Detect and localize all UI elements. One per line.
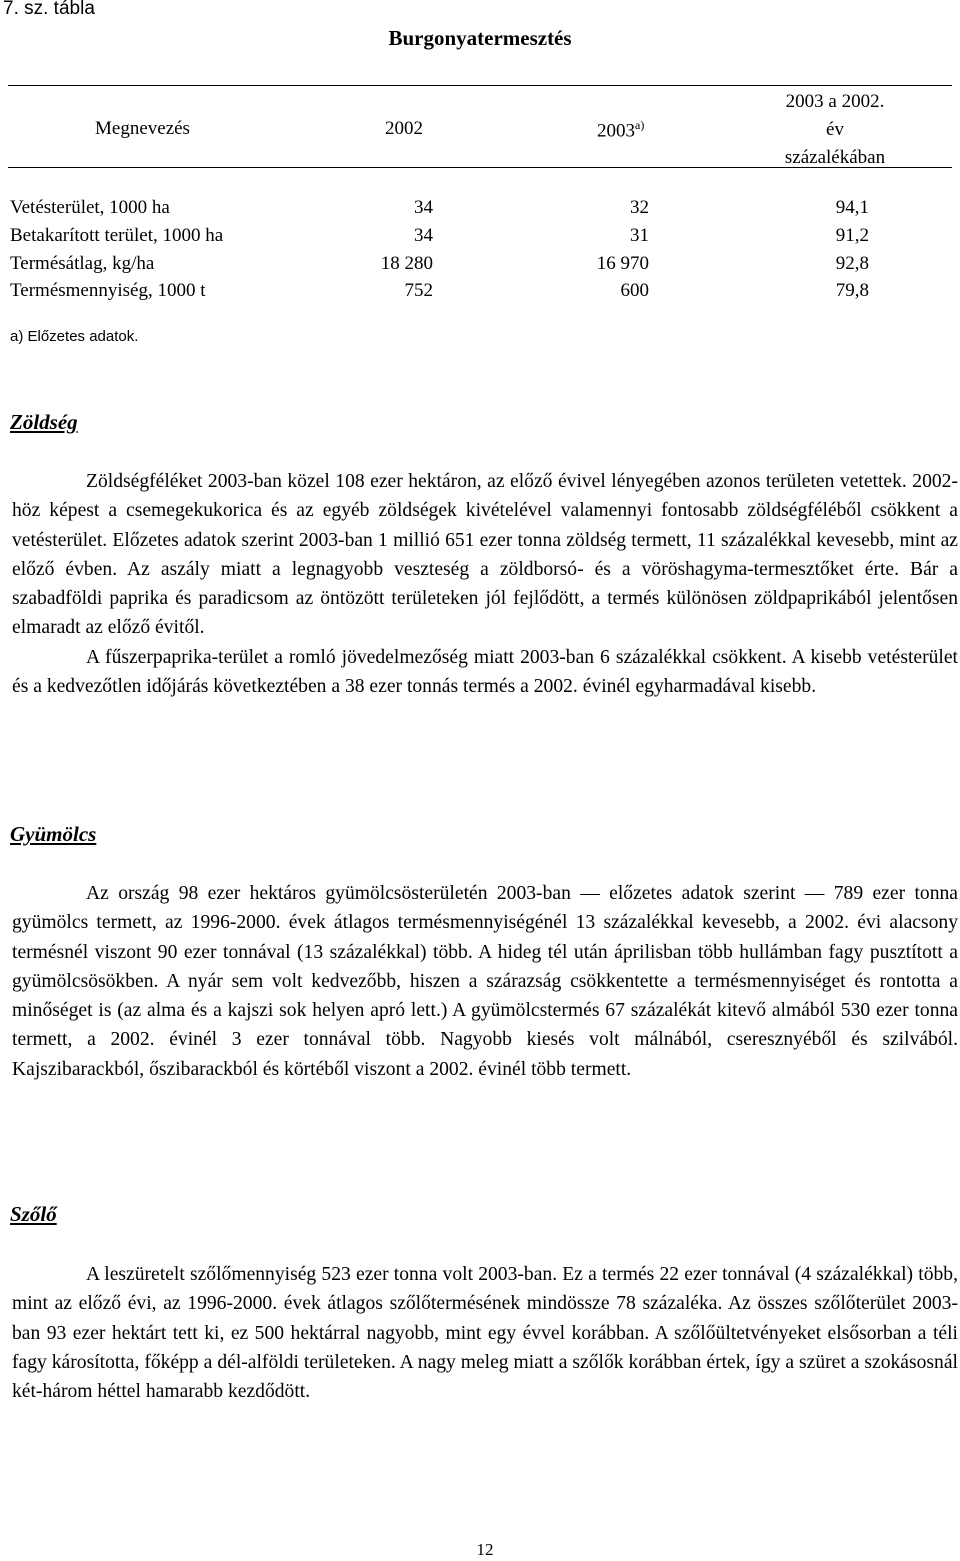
header-ratio-line3: százalékában [784,147,886,168]
header-ratio-line2: év [826,119,844,140]
row-4-2003: 600 [620,280,649,301]
table-top-rule [8,85,952,86]
row-2-name: Betakarított terület, 1000 ha [10,225,224,246]
paragraph: A leszüretelt szőlőmennyiség 523 ezer tonna volt 2003-ban. Ez a termés 22 ezer tonnával (4 százalékkal) több, mint az előző évi, az 1996-2000. évek átlagos szőlőtermésének mindössze 78 százaléka. Az összes szőlőterület 2003-ban 93 ezer hektárt tett ki, ez 500 hektárral nagyobb, mint egy évvel korábban. A szőlőültetvényeket elsősorban a téli fagy károsította, főképp a dél-alföldi területeken. A nagy meleg miatt a szőlők korábban értek, így a szüret a szokásosnál két-három héttel hamarabb kezdődött. [12,1264,958,1403]
row-3-2002: 18 280 [380,253,433,274]
header-2003-note: a) [635,118,645,132]
row-1-2003: 32 [630,197,649,218]
row-2-ratio: 91,2 [835,225,869,246]
row-1-2002: 34 [414,197,433,218]
paragraph: A fűszerpaprika-terület a romló jövedelmezőség miatt 2003-ban 6 százalékkal csökkent. A kisebb vetésterület és a kedvezőtlen időjárás következtében a 38 ezer tonnás termés a 2002. évinél egyharmadával kisebb. [12,646,958,698]
row-2-2002: 34 [414,225,433,246]
header-ratio [760,88,910,172]
row-1-name: Vetésterület, 1000 ha [10,197,170,218]
table-footnote: a) Előzetes adatok. [10,328,139,345]
row-3-2003: 16 970 [596,253,649,274]
header-ratio-line1: 2003 a 2002. [785,91,885,112]
section-body-zoldseg [12,467,958,701]
row-4-name: Termésmennyiség, 1000 t [10,280,206,301]
row-3-ratio: 92,8 [835,253,869,274]
section-body-gyumolcs [12,879,958,1084]
paragraph: Zöldségféléket 2003-ban közel 108 ezer hektáron, az előző évivel lényegében azonos területen vetettek. 2002-höz képest a csemegekukorica és az egyéb zöldségek kivételével valamennyi fontosabb zöldségféléből csökkent a vetésterület. Előzetes adatok szerint 2003-ban 1 millió 651 ezer tonna zöldség termett, 11 százalékkal kevesebb, mint az előző évben. Az aszály miatt a legnagyobb veszteség a zöldborsó- és a vöröshagyma-termesztőket érte. Bár a szabadföldi paprika és paradicsom az öntözött területeken jól fejlődött, a termés különösen zöldpaprikából jelentősen elmaradt az előző évitől. [12,471,958,639]
row-3-name: Termésátlag, kg/ha [10,253,155,274]
row-4-ratio: 79,8 [835,280,869,301]
table-title: Burgonyatermesztés [388,26,572,50]
row-4-2002: 752 [404,280,433,301]
section-heading-zoldseg: Zöldség [10,410,78,434]
section-heading-gyumolcs: Gyümölcs [10,822,97,846]
row-2-2003: 31 [630,225,649,246]
header-2003-text: 2003 [597,120,635,142]
section-heading-szolo: Szőlő [10,1202,57,1226]
row-1-ratio: 94,1 [835,197,869,218]
header-name: Megnevezés [95,118,190,139]
paragraph: Az ország 98 ezer hektáros gyümölcsösterületén 2003-ban — előzetes adatok szerint — 789 ezer tonna gyümölcs termett, az 1996-2000. évek átlagos termésmennyiségénél 13 százalékkal kevesebb, a 2002. évi alacsony termésnél viszont 90 ezer tonnával (13 százalékkal) több. A hideg tél után áprilisban több hullámban fagy pusztított a gyümölcsösökben. A nyár sem volt kedvezőbb, hiszen a szárazság csökkentette a termésmennyiséget és rontotta a minőséget is (az alma és a kajszi sok helyen apró lett.) A gyümölcstermés 67 százalékát kitevő almából 530 ezer tonna termett, a 2002. évinél 3 ezer tonnával több. Nagyobb kiesés volt málnából, cseresznyéből és szilvából. Kajszibarackból, őszibarackból és körtéből viszont a 2002. évinél több termett. [12,883,958,1080]
header-2002: 2002 [385,118,423,139]
header-2003 [597,118,644,142]
page-number: 12 [476,1540,494,1559]
table-label: 7. sz. tábla [3,0,95,19]
section-body-szolo [12,1260,958,1406]
table-header-rule [8,167,952,168]
